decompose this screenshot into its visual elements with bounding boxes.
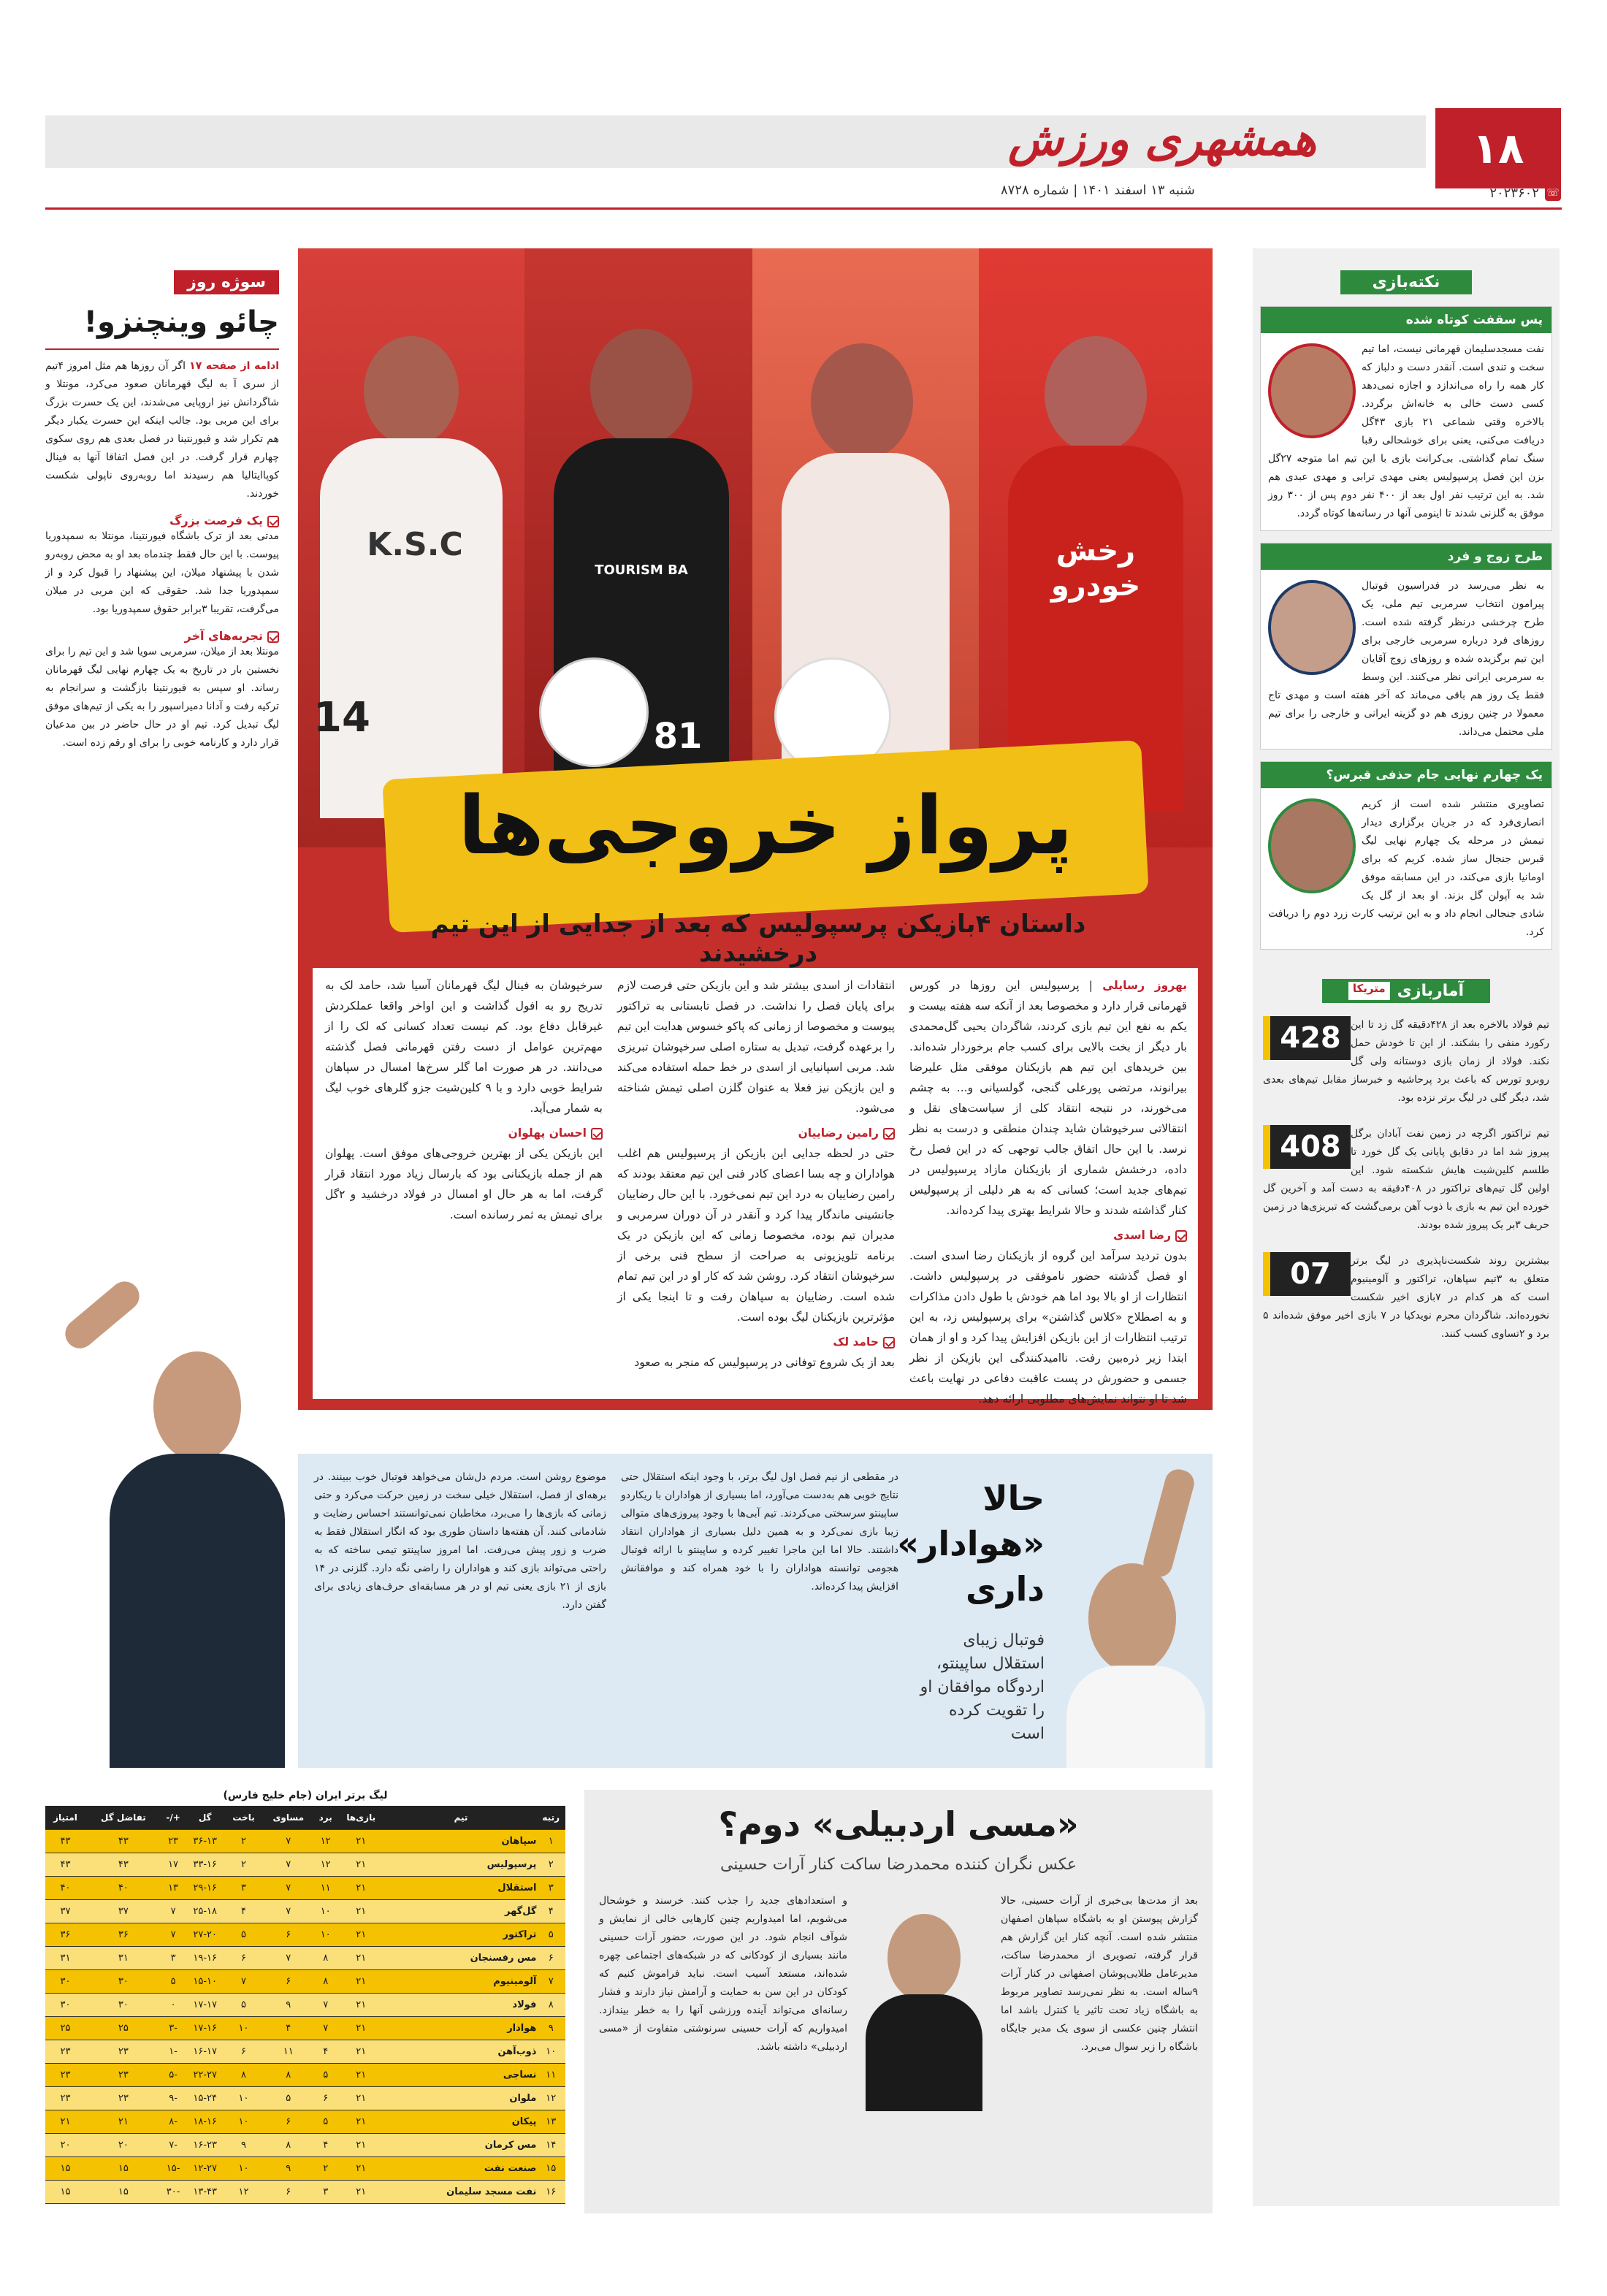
table-cell: ۵ <box>161 1969 186 1993</box>
table-header-cell: مساوی <box>262 1806 314 1829</box>
table-cell: مس کرمان <box>386 2133 537 2156</box>
avatar-3 <box>1268 798 1356 893</box>
table-cell: ۱۷-۱۶ <box>185 2016 225 2040</box>
table-cell: -۱ <box>161 2040 186 2063</box>
table-cell: ۹ <box>262 1993 314 2016</box>
hero-subtitle: داستان ۴بازیکن پرسپولیس که بعد از جدایی از این تیم درخشیدند <box>430 909 1086 968</box>
table-cell: ۱۵-۲۴ <box>185 2086 225 2110</box>
table-cell: ۱۰ <box>225 2016 262 2040</box>
table-header-cell: تیم <box>386 1806 537 1829</box>
messi-col-1: بعد از مدت‌ها بی‌خبری از آرات حسینی، حالا گزارش پیوستن او به باشگاه سپاهان اصفهان منتشر شده است. آنچه کنار این گزارش هم قرار گرفته، تصویری از محمدرضا ساکت، مدیرعامل طلایی‌پوشان اصفهانی در کنار آرات ۹ساله است. به نظر نمی‌رسد تصاویر مربوط به باشگاه زیاد تحت تاثیر یا کنترل باشد اما انتشار چنین عکسی از سوی یک مدیر جایگاه باشگاه را زیر سوال می‌برد. <box>1001 1895 1198 2053</box>
table-cell: -۳۰ <box>161 2180 186 2203</box>
hero-article-box <box>313 968 1198 1406</box>
table-cell: -۹ <box>161 2086 186 2110</box>
table-cell: ۷ <box>161 1923 186 1946</box>
table-cell: ۱۹-۱۶ <box>185 1946 225 1969</box>
table-cell: ۱۲ <box>536 2086 565 2110</box>
table-header-row <box>45 1806 565 1829</box>
table-cell: ۲۱ <box>45 2110 85 2133</box>
table-cell: ۳ <box>161 1946 186 1969</box>
table-cell: ۱۰ <box>314 1923 336 1946</box>
table-cell: ۲۱ <box>337 2156 386 2180</box>
table-cell: ۵ <box>262 2086 314 2110</box>
page-number-box <box>1435 108 1561 188</box>
table-cell: ۵ <box>314 2063 336 2086</box>
table-cell: ۳۱ <box>85 1946 161 1969</box>
player-photo-4: K.S.C 14 <box>298 248 524 847</box>
table-cell: ۳ <box>225 1876 262 1899</box>
table-cell: ۲۱ <box>337 1899 386 1923</box>
table-cell: ۱۳ <box>161 1876 186 1899</box>
table-cell: ۴ <box>314 2040 336 2063</box>
check-icon <box>267 631 279 643</box>
table-cell: ۶ <box>225 1946 262 1969</box>
nokte-badge: نکته‌بازی <box>1340 270 1472 294</box>
table-cell: ۲ <box>225 1829 262 1853</box>
table-header-cell: برد <box>314 1806 336 1829</box>
table-header-cell: رتبه <box>536 1806 565 1829</box>
table-cell: ۶ <box>262 2180 314 2203</box>
table-cell: ۲۱ <box>337 1829 386 1853</box>
table-cell: ۱۷-۱۷ <box>185 1993 225 2016</box>
table-cell: ۴۳ <box>85 1829 161 1853</box>
left-sidebar: سوژه روز چائو وینچنزو! ادامه از صفحه ۱۷ اگر آن روزها هم مثل امروز ۴تیم از سری آ به لیگ قهرمانان صعود می‌کرد، مونتلا و شاگردانش نیز اروپایی می‌شدند، این یک حسرت بزرگ برای این مربی بود. جالب اینکه این حسرت یکبار دیگر هم تکرار شد و فیورنتینا در فصل بعدی هم روی سکوی چهارم قرار گرفت. در این فصل اتفاقا آنها به فینال کوپاایتالیا هم رسیدند اما روبه‌روی ناپولی شکست خوردند. یک فرصت بزرگ مدتی بعد از ترک باشگاه فیورنتینا، مونتلا به سمپدوریا پیوست. با این حال فقط چندماه بعد او به محض روبه‌رو شدن با پیشنهاد میلان، این پیشنهاد را قبول کرد و از سمپدوریا جدا شد. حقوقی که این مربی در میلان می‌گرفت، تقریبا ۳برابر حقوق سمپدوریا بود. تجربه‌های آخر مونتلا بعد از میلان، سرمربی سویا شد و این تیم را برای نخستین بار در تاریخ به یک چهارم نهایی لیگ قهرمانان رساند. او سپس به فیورنتینا بازگشت و سرانجام به ترکیه رفت و آدانا دمیراسپور را به یکی از تیم‌های موفق لیگ تبدیل کرد. تیم او در حال حاضر در بین مدعیان قرار دارد و کارنامه خوبی را برای او رقم زده است. <box>45 270 279 1761</box>
table-cell: ۳۶ <box>85 1923 161 1946</box>
table-cell: ۶ <box>262 2110 314 2133</box>
table-cell: ۲۱ <box>337 1923 386 1946</box>
check-icon <box>267 516 279 527</box>
table-cell: ۱۴ <box>536 2133 565 2156</box>
messi-title: «مسی اردبیلی» دوم؟ <box>718 1804 1079 1844</box>
table-cell: ۹ <box>262 2156 314 2180</box>
table-cell: ۲۲-۲۷ <box>185 2063 225 2086</box>
table-cell: ۳۶-۱۳ <box>185 1829 225 1853</box>
table-cell: ۳۳-۱۶ <box>185 1853 225 1876</box>
player-photo-1: رخش خودرو <box>979 248 1213 847</box>
table-cell: ۵ <box>314 2110 336 2133</box>
table-cell: ۲۳ <box>45 2086 85 2110</box>
table-cell: ۳۶ <box>45 1923 85 1946</box>
table-cell: ۱۲ <box>314 1829 336 1853</box>
continue-note: ادامه از صفحه ۱۷ <box>189 360 280 372</box>
table-cell: ۳ <box>536 1876 565 1899</box>
hero-title: پرواز خروجی‌ها <box>458 779 1073 872</box>
table-cell: ۲ <box>225 1853 262 1876</box>
table-cell: ۴ <box>225 1899 262 1923</box>
table-cell: ۲۳ <box>161 1829 186 1853</box>
table-cell: ۱۳-۴۳ <box>185 2180 225 2203</box>
table-cell: ۲۱ <box>337 1993 386 2016</box>
nokte-item-2: طرح زوج و فرد به نظر می‌رسد در فدراسیون فوتبال پیرامون انتخاب سرمربی تیم ملی، یک طرح چرخشی درنظر گرفته شده است. روزهای فرد درباره سرمربی خارجی برای این تیم برگزیده شده و روزهای زوج آقایان به سرمربی ایرانی نظر می‌کنند. این وسط فقط یک روز هم باقی می‌ماند که آخر هفته است و مهدی تاج معمولا در چنین روزی هم دو گزینه ایرانی و خارجی را برای تیم ملی محتمل می‌داند. <box>1260 543 1552 750</box>
table-cell: ۸ <box>536 1993 565 2016</box>
table-row <box>45 1876 565 1899</box>
right-sidebar <box>1253 248 1560 2206</box>
table-cell: ۴۳ <box>45 1853 85 1876</box>
table-cell: ۲۳ <box>45 2040 85 2063</box>
table-cell: ۴ <box>314 2133 336 2156</box>
table-row <box>45 2180 565 2203</box>
table-cell: ۲۷-۲۰ <box>185 1923 225 1946</box>
phone-icon: ☏ <box>1545 185 1561 201</box>
table-cell: -۵ <box>161 2063 186 2086</box>
table-cell: گل‌گهر <box>386 1899 537 1923</box>
table-cell: ۱۰ <box>225 2156 262 2180</box>
table-cell: نفت مسجد سلیمان <box>386 2180 537 2203</box>
table-cell: ۹ <box>225 2133 262 2156</box>
table-cell: ۳۰ <box>45 1993 85 2016</box>
table-cell: ۸ <box>262 2133 314 2156</box>
table-cell: ۶ <box>262 1969 314 1993</box>
table-cell: ۶ <box>225 2040 262 2063</box>
table-cell: نساجی <box>386 2063 537 2086</box>
avatar-2 <box>1268 580 1356 675</box>
table-cell: ۷ <box>262 1876 314 1899</box>
table-cell: ۱۱ <box>314 1876 336 1899</box>
table-row <box>45 1829 565 1853</box>
table-cell: ۴۳ <box>45 1829 85 1853</box>
table-cell: ۱۵ <box>45 2156 85 2180</box>
table-cell: ۱۰ <box>536 2040 565 2063</box>
check-icon <box>883 1128 895 1140</box>
table-cell: تراکتور <box>386 1923 537 1946</box>
table-cell: ۸ <box>262 2063 314 2086</box>
table-row <box>45 1993 565 2016</box>
table-cell: ۰ <box>161 1993 186 2016</box>
hala-title: حالا «هوادار» داری <box>897 1479 1045 1609</box>
table-cell: ۲۱ <box>337 2180 386 2203</box>
table-cell: ۷ <box>262 1946 314 1969</box>
sozhe-badge: سوژه روز <box>174 270 279 294</box>
table-row <box>45 1899 565 1923</box>
table-cell: ۷ <box>262 1829 314 1853</box>
coach-photo <box>58 1286 285 1768</box>
stat-block-3: 07 بیشترین روند شکست‌ناپذیری در لیگ برتر متعلق به ۳تیم سپاهان، تراکتور و آلومینیوم است که هر کدام در ۷بازی اخیر شکست نخورده‌اند. شاگردان محرم نویدکیا در ۷ بازی اخیر موفق شده‌اند ۵ برد و ۲تساوی کسب کنند. <box>1263 1252 1549 1343</box>
table-cell: ۷ <box>536 1969 565 1993</box>
table-cell: ۱۶ <box>536 2180 565 2203</box>
table-cell: ۶ <box>262 1923 314 1946</box>
table-cell: پیکان <box>386 2110 537 2133</box>
table-header-cell: باخت <box>225 1806 262 1829</box>
hero-col-2: انتقادات از اسدی بیشتر شد و این بازیکن حتی فرصت لازم برای پایان فصل را نداشت. در فصل تابستانی به تراکتور پیوست و مخصوصا از زمانی که پاکو خسوس هدایت این تیم را برعهده گرفت، تبدیل به ستاره اصلی سرخپوشان تبریزی شد. مربی اسپانیایی از اسدی در خط حمله استفاده می‌کند و این بازیکن نیز فعلا به عنوان گلزن اصلی تیمش شناخته می‌شود. رامین رضاییان حتی در لحظه جدایی این بازیکن از پرسپولیس هم اغلب هواداران و چه بسا اعضای کادر فنی این تیم معتقد بودند که رامین رضاییان به درد این تیم نمی‌خورد. با این حال رضاییان جانشینی ماندگار پیدا کرد و آنقدر در آن دوران سرمربی و مدیران تیم بوده، مخصوصا زمانی که این بازیکن در یک برنامه تلویزیونی به صراحت از سطح فنی برخی از سرخپوشان انتقاد کرد. روشن شد که کار او در این تیم تمام شده است. رضاییان به سپاهان رفت و تا اینجا یکی از مؤثرترین بازیکنان لیگ بوده است. حامد لک بعد از یک شروع توفانی در پرسپولیس که منجر به صعود <box>617 979 895 1369</box>
hala-lead: فوتبال زیبای استقلال ساپینتو، اردوگاه موافقان او را تقویت کرده است <box>920 1631 1045 1743</box>
table-cell: ۱۵-۱۰ <box>185 1969 225 1993</box>
hero-col-3: سرخپوشان به فینال لیگ قهرمانان آسیا شد، حامد لک به تدریج رو به افول گذاشت و این اواخر واقعا عملکردش غیرقابل دفاع بود. کم نیست تعداد کسانی که لک را از مهم‌ترین عوامل از دست رفتن قهرمانی فصل گذشته می‌دانند. در هر صورت اما گلر سرخ‌ها امسال در سپاهان شرایط خوبی دارد و با ۹ کلین‌شیت جزو گلرهای خوب لیگ به شمار می‌آید. احسان پهلوان این بازیکن یکی از بهترین خروجی‌های موفق است. پهلوان هم از جمله بازیکنانی بود که بارسال زیاد مورد انتقاد قرار گرفت، اما به هر حال او امسال در فولاد درخشید و ۲گل برای تیمش به ثمر رسانده است. <box>325 979 603 1221</box>
check-icon <box>883 1337 895 1349</box>
table-cell: ۲۱ <box>337 2110 386 2133</box>
table-cell: ۲۹-۱۶ <box>185 1876 225 1899</box>
table-cell: ۱۲-۲۷ <box>185 2156 225 2180</box>
table-cell: ۹ <box>536 2016 565 2040</box>
table-cell: ۷ <box>314 1993 336 2016</box>
check-icon <box>591 1128 603 1140</box>
table-cell: ۱۱ <box>262 2040 314 2063</box>
table-cell: ۵ <box>225 1993 262 2016</box>
stats-badge: آماربازی متریکا <box>1322 979 1490 1003</box>
table-cell: ۴ <box>536 1899 565 1923</box>
table-cell: ۱۲ <box>225 2180 262 2203</box>
table-cell: ۱۷ <box>161 1853 186 1876</box>
table-cell: ۱ <box>536 1829 565 1853</box>
header-rule <box>45 207 1562 210</box>
table-cell: ۳۰ <box>85 1969 161 1993</box>
table-cell: ۱۸-۱۶ <box>185 2110 225 2133</box>
table-cell: ۲۵-۱۸ <box>185 1899 225 1923</box>
table-cell: صنعت نفت <box>386 2156 537 2180</box>
sidebar-title: چائو وینچنزو! <box>83 305 279 339</box>
page-number: ۱۸ <box>1472 123 1524 173</box>
table-cell: ۴۳ <box>85 1853 161 1876</box>
table-cell: ۲۱ <box>85 2110 161 2133</box>
table-header-cell: امتیاز <box>45 1806 85 1829</box>
table-cell: ۳۰ <box>45 1969 85 1993</box>
table-cell: ۱۵ <box>85 2180 161 2203</box>
player-photo-3: TOURISM BA 81 <box>524 248 752 847</box>
stat-value-2: 408 <box>1263 1125 1351 1169</box>
table-cell: ۲۱ <box>337 1946 386 1969</box>
table-cell: ۵ <box>225 1923 262 1946</box>
table-cell: ذوب‌آهن <box>386 2040 537 2063</box>
table-cell: ۷ <box>262 1899 314 1923</box>
table-header-cell: +/- <box>161 1806 186 1829</box>
messi-box <box>584 1790 1213 2213</box>
table-cell: ۱۰ <box>225 2110 262 2133</box>
nokte-item-1: پس سقفت کوتاه شده نفت مسجدسلیمان قهرمانی نیست، اما تیم سخت و تندی است. آنقدر دست و دلباز که کار همه را راه می‌اندازد و اجازه نمی‌دهد کسی دست خالی به خانه‌اش برگردد. بالاخره وقتی شماعی ۲۱ بازی ۴۳گل دریافت می‌کنی، یعنی برای خوشحالی رقبا سنگ تمام گذاشتی. بی‌کرانت بازی با این تیم اما متوجه ۲۷گل بزن این فصل پرسپولیس یعنی مهدی ترابی و مهدی عبدی هم شد. به این ترتیب نفر اول بعد از ۴۰۰ نفر دوم پس از ۳۰۰ روز موفق به گلزنی شدند تا اینومی آنها در رسانه‌ها کوتاه گردد. <box>1260 306 1552 531</box>
table-cell: ۲۱ <box>337 2133 386 2156</box>
table-cell: فولاد <box>386 1993 537 2016</box>
table-cell: ۲۱ <box>337 2063 386 2086</box>
table-cell: مس رفسنجان <box>386 1946 537 1969</box>
table-cell: ۶ <box>536 1946 565 1969</box>
messi-photo <box>858 1892 990 2111</box>
table-cell: ۶ <box>314 2086 336 2110</box>
table-row <box>45 2110 565 2133</box>
table-cell: -۱۵ <box>161 2156 186 2180</box>
check-icon <box>1175 1230 1187 1242</box>
table-cell: ۲۱ <box>337 2040 386 2063</box>
table-cell: -۸ <box>161 2110 186 2133</box>
table-cell: ۸ <box>225 2063 262 2086</box>
table-cell: ۳۷ <box>45 1899 85 1923</box>
table-cell: ۷ <box>262 1853 314 1876</box>
table-cell: ۴۰ <box>45 1876 85 1899</box>
table-row <box>45 1969 565 1993</box>
table-cell: ۷ <box>161 1899 186 1923</box>
table-cell: ۱۰ <box>225 2086 262 2110</box>
table-cell: ۱۶-۱۷ <box>185 2040 225 2063</box>
table-cell: هوادار <box>386 2016 537 2040</box>
date-line: شنبه ۱۳ اسفند ۱۴۰۱ | شماره ۸۷۲۸ <box>1001 183 1195 198</box>
table-cell: ۱۵ <box>536 2156 565 2180</box>
table-header-cell: گل <box>185 1806 225 1829</box>
messi-lead: عکس نگران کننده محمدرضا ساکت کنار آرات حسینی <box>719 1856 1077 1874</box>
messi-col-2: و استعدادهای جدید را جذب کنند. خرسند و خوشحال می‌شویم، اما امیدواریم چنین کارهایی خالی از نمایش و شوآف انجام شود. در این صورت، حضور آرات حسینی مانند بسیاری از کودکانی که در شبکه‌های اجتماعی چهره شده‌اند، مستعد آسیب است. نباید فراموش کنیم که کودکان در این سن به حمایت و آرامش نیاز دارند و فشار رسانه‌ای می‌تواند آینده ورزشی آنها را به خطر بیندازد. امیدواریم که آرات حسینی سرنوشتی متفاوت از «مسی اردبیلی» داشته باشد. <box>599 1895 847 2053</box>
table-row <box>45 1853 565 1876</box>
table-cell: ۲ <box>314 2156 336 2180</box>
table-cell: ۱۶-۲۳ <box>185 2133 225 2156</box>
table-row <box>45 1923 565 1946</box>
table-cell: سپاهان <box>386 1829 537 1853</box>
table-cell: ۳۱ <box>45 1946 85 1969</box>
avatar-1 <box>1268 343 1356 438</box>
table-cell: ۷ <box>225 1969 262 1993</box>
table-header-cell: بازی‌ها <box>337 1806 386 1829</box>
standings-table <box>45 1806 565 2204</box>
table-cell: ۱۵ <box>45 2180 85 2203</box>
nokte-item-3: یک چهارم نهایی جام حذفی قبرس؟ تصاویری منتشر شده است از کریم انصاری‌فرد که در جریان برگزاری دیدار تیمش در مرحله یک چهارم نهایی لیگ قبرس جنجال ساز شده. کریم که برای اومانیا بازی می‌کند، در این مسابقه موفق شد به آپولن گل بزند. او بعد از گل یک شادی جنجالی انجام داد و به این ترتیب کارت زرد دوم را دریافت کرد. <box>1260 761 1552 950</box>
stat-block-1: 428 تیم فولاد بالاخره بعد از ۴۲۸دقیقه گل زد تا این رکورد منفی را بشکند. از این تا خودش حمل نکند. فولاد از زمان بازی دوستانه ولی گل روبرو تورس که باعث برد پرحاشیه و خبرساز مقابل تیم‌های بعدی شد، دیگر گلی در لیگ برتر نزده بود. <box>1263 1016 1549 1107</box>
hero-col-1: بهروز رسایلی | پرسپولیس این روزها در کورس قهرمانی قرار دارد و مخصوصا بعد از آنکه سه هفته بیست و یکم به نفع این تیم بازی کردند، شاگردان یحیی گل‌محمدی بار دیگر از بخت بالایی برای کسب جام برخوردار شده‌اند. بین خریدهای این تیم هم بازیکنان موفقی مثل علیرضا بیرانوند، مرتضی پورعلی گنجی، گولسیانی و... به چشم می‌خورند، در نتیجه انتقاد کلی از سیاست‌های نقل و انتقالاتی سرخپوشان شاید چندان منطقی و درست به نظر نرسد. با این حال اتفاق جالب توجهی که در این فصل رخ داده، درخشش شماری از بازیکنان مازاد پرسپولیس در تیم‌های جدید است؛ کسانی که به هر دلیلی از پرسپولیس کنار گذاشته شدند و حالا شرایط بهتری پیدا کرده‌اند. رضا اسدی بدون تردید سرآمد این گروه از بازیکنان رضا اسدی است. او فصل گذشته حضور ناموفقی در پرسپولیس داشت. انتظارات از او بالا بود اما هم خودش با طول دادن مذاکرات و به اصطلاح «کلاس گذاشتن» برای پرسپولیس زد، به این ترتیب انتظارات از این بازیکن افزایش پیدا کرد و او از همان ابتدا زیر ذره‌بین رفت. ناامیدکنندگی این بازیکن از نظر جسمی و حضورش در پست عاقبت دفاعی در نهایت باعث شد تا او نتواند نمایش‌های مطلوبی ارائه دهد. <box>909 979 1188 1406</box>
table-cell: ۷ <box>314 2016 336 2040</box>
hala-photo <box>1052 1454 1213 1768</box>
table-row <box>45 2133 565 2156</box>
table-cell: ۴۰ <box>85 1876 161 1899</box>
table-cell: ۲۰ <box>85 2133 161 2156</box>
table-cell: ۲۱ <box>337 1853 386 1876</box>
table-cell: ۲۱ <box>337 1969 386 1993</box>
table-cell: ۱۱ <box>536 2063 565 2086</box>
table-cell: ملوان <box>386 2086 537 2110</box>
table-cell: ۲۵ <box>85 2016 161 2040</box>
table-cell: ۱۵ <box>85 2156 161 2180</box>
table-cell: ۳۷ <box>85 1899 161 1923</box>
table-cell: ۲۰ <box>45 2133 85 2156</box>
table-cell: ۲۳ <box>85 2086 161 2110</box>
table-cell: ۲۳ <box>85 2063 161 2086</box>
table-row <box>45 2016 565 2040</box>
table-cell: -۳ <box>161 2016 186 2040</box>
table-row <box>45 1946 565 1969</box>
table-cell: ۲۱ <box>337 1876 386 1899</box>
table-cell: ۲ <box>536 1853 565 1876</box>
table-header-cell: تفاضل گل <box>85 1806 161 1829</box>
table-cell: ۳۰ <box>85 1993 161 2016</box>
league-table-title: لیگ برتر ایران (جام خلیج فارس) <box>223 1790 388 1801</box>
table-cell: ۱۰ <box>314 1899 336 1923</box>
hala-col-1: در مقطعی از نیم فصل اول لیگ برتر، با وجود اینکه استقلال حتی نتایج خوبی هم به‌دست می‌آورد، اما بسیاری از هواداران با ریکاردو ساپینتو سرسختی می‌کردند. تیم آبی‌ها با وجود پیروزی‌های متوالی زیبا بازی نمی‌کرد و به همین دلیل بسیاری از هواداران انتقاد داشتند. حالا اما این ماجرا تغییر کرده و ساپینتو با ارائه فوتبال هجومی توانسته هواداران را با خود همراه کند و موافقانش افزایش پیدا کرده‌اند. <box>621 1471 898 1593</box>
league-table <box>45 1790 565 2213</box>
table-cell: ۲۱ <box>337 2086 386 2110</box>
table-cell: ۸ <box>314 1969 336 1993</box>
table-cell: ۲۱ <box>337 2016 386 2040</box>
table-cell: ۲۳ <box>45 2063 85 2086</box>
table-cell: ۲۵ <box>45 2016 85 2040</box>
table-cell: -۷ <box>161 2133 186 2156</box>
table-cell: ۵ <box>536 1923 565 1946</box>
table-cell: ۳ <box>314 2180 336 2203</box>
hero-panel <box>298 248 1213 1410</box>
table-cell: پرسپولیس <box>386 1853 537 1876</box>
phone-line: ☏ ۲۰۲۳۶۰۲ <box>1435 183 1561 203</box>
masthead-logo: همشهری ورزش <box>1008 112 1317 166</box>
table-row <box>45 2063 565 2086</box>
table-cell: ۱۲ <box>314 1853 336 1876</box>
table-cell: ۱۳ <box>536 2110 565 2133</box>
stat-block-2: 408 تیم تراکتور اگرچه در زمین نفت آبادان برگل پیروز شد اما در دقایق پایانی یک گل خورد تا طلسم کلین‌شیت هایش شکسته شود. این اولین گل تیم‌های تراکتور در ۴۰۸دقیقه به دست آمد و آخرین گل خورده این تیم به بازی با ذوب آهن برمی‌گشت که تبریزی‌ها در زمین حریف ۳بر یک پیروز شده بودند. <box>1263 1125 1549 1235</box>
table-row <box>45 2156 565 2180</box>
hala-box <box>298 1454 1213 1768</box>
table-cell: استقلال <box>386 1876 537 1899</box>
stat-value-1: 428 <box>1263 1016 1351 1060</box>
hala-col-2: موضوع روشن است. مردم دل‌شان می‌خواهد فوتبال خوب ببینند. در برهه‌ای از فصل، استقلال خیلی سخت در زمین حرکت می‌کرد و حتی زمانی که بازی‌ها را می‌برد، مخاطبان نمی‌توانستند احساس رضایت و شادمانی کنند. آن هفته‌ها داستان طوری بود که انگار استقلال فقط به ضرب و زور پیش می‌رفت. اما امروز ساپینتو تیمی ساخته که به راحتی می‌تواند بازی کند و هواداران را راضی نگه دارد. گلزنی در ۱۴ بازی از ۲۱ بازی یعنی تیم او در هر مسابقه‌ای حرف‌های زیادی برای گفتن دارد. <box>314 1471 606 1611</box>
stat-value-3: 07 <box>1263 1252 1351 1296</box>
table-cell: ۴ <box>262 2016 314 2040</box>
table-row <box>45 2040 565 2063</box>
table-cell: ۲۳ <box>85 2040 161 2063</box>
table-cell: ۸ <box>314 1946 336 1969</box>
table-cell: آلومینیوم <box>386 1969 537 1993</box>
table-row <box>45 2086 565 2110</box>
